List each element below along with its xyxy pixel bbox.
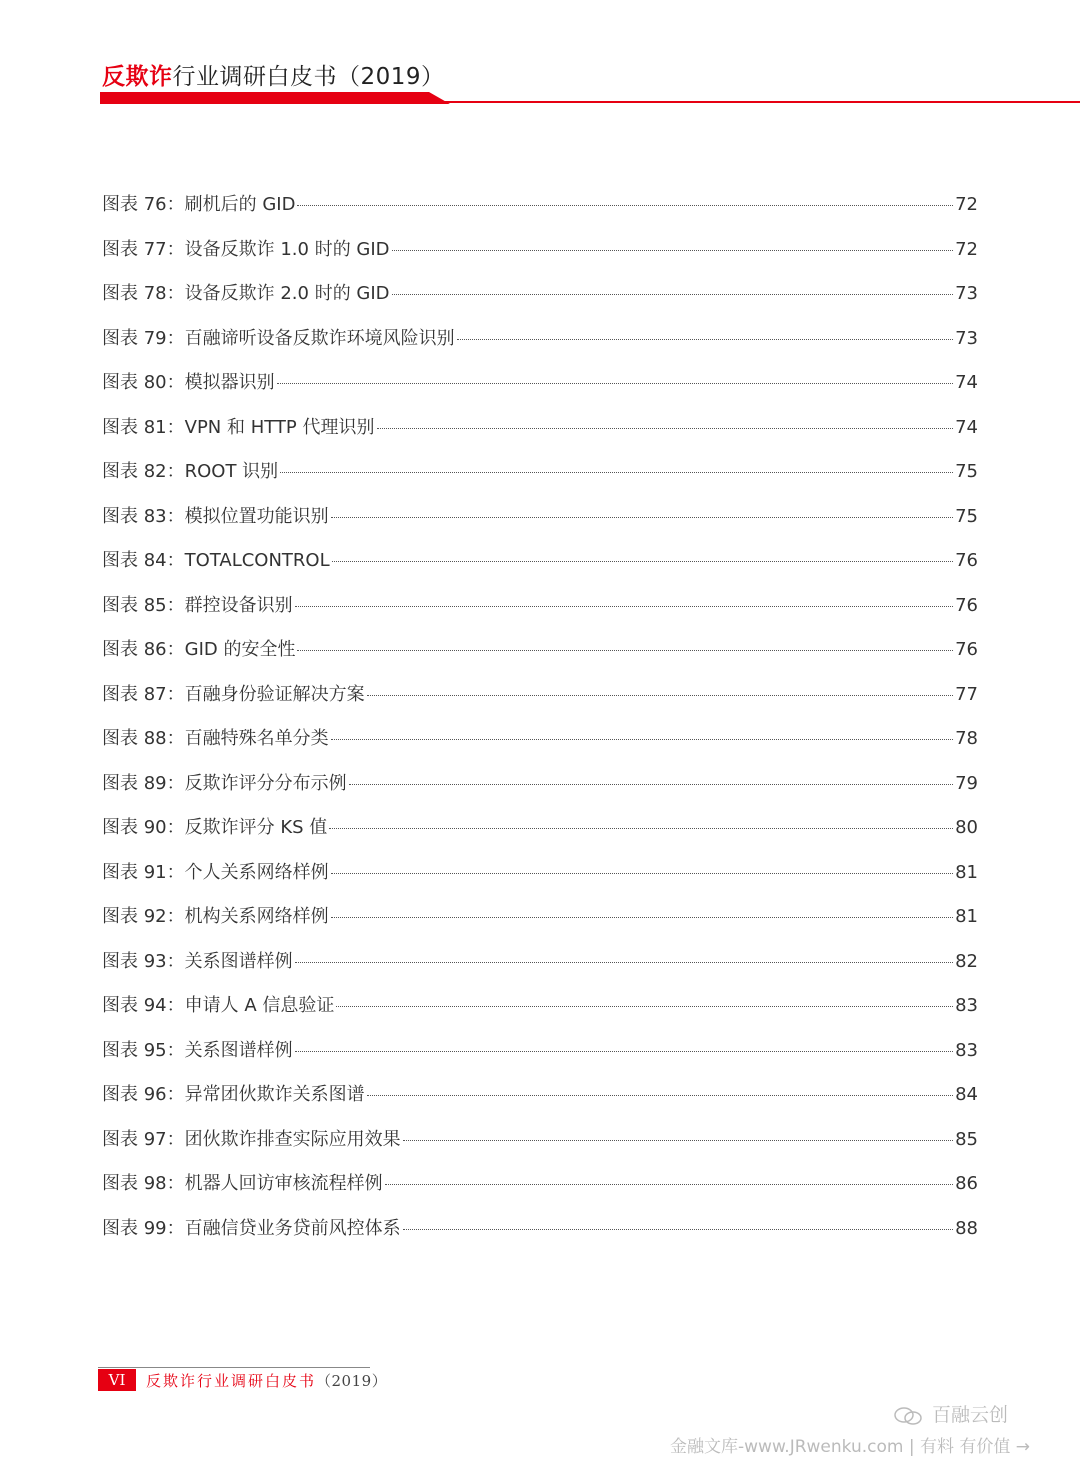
toc-entry[interactable]: [102, 991, 978, 1036]
wechat-watermark: [894, 1400, 1008, 1427]
header-rule: [100, 101, 1080, 103]
toc-entry-page: 80: [955, 817, 978, 838]
toc-entry-page: 74: [955, 372, 978, 393]
toc-entry[interactable]: [102, 457, 978, 502]
toc-entry[interactable]: [102, 413, 978, 458]
toc-entry-page: 85: [955, 1128, 978, 1150]
wechat-icon: [894, 1406, 922, 1426]
document-header: [102, 58, 445, 91]
toc-dot-leader: [297, 650, 953, 651]
toc-entry[interactable]: [102, 279, 978, 324]
toc-entry-page: 76: [955, 594, 978, 616]
toc-entry[interactable]: [102, 1080, 978, 1125]
toc-entry-label: 图表 83：模拟位置功能识别: [102, 505, 329, 527]
toc-dot-leader: [385, 1184, 953, 1185]
toc-dot-leader: [332, 561, 953, 562]
toc-entry-page: 86: [955, 1173, 978, 1194]
toc-entry-label: 图表 84：TOTALCONTROL: [102, 550, 330, 571]
toc-entry-label: 图表 99：百融信贷业务贷前风控体系: [102, 1217, 401, 1239]
toc-entry-page: 74: [955, 416, 978, 438]
header-title: 行业调研白皮书（2019）: [172, 64, 445, 90]
toc-dot-leader: [280, 472, 953, 473]
toc-dot-leader: [457, 339, 953, 340]
toc-entry-page: 75: [955, 461, 978, 482]
toc-entry-label: 图表 82：ROOT 识别: [102, 461, 279, 482]
toc-entry-label: 图表 89：反欺诈评分分布示例: [102, 772, 347, 794]
footer-page-number: VI: [98, 1369, 136, 1391]
toc-entry[interactable]: [102, 902, 978, 947]
toc-entry-page: 76: [955, 639, 978, 660]
toc-dot-leader: [349, 784, 953, 785]
toc-entry-label: 图表 96：异常团伙欺诈关系图谱: [102, 1084, 365, 1105]
toc-entry-page: 72: [955, 238, 978, 260]
toc-dot-leader: [297, 205, 953, 206]
toc-entry-page: 77: [955, 683, 978, 705]
toc-entry[interactable]: [102, 813, 978, 858]
toc-entry-page: 83: [955, 995, 978, 1016]
toc-entry-page: 83: [955, 1039, 978, 1061]
toc-dot-leader: [331, 917, 953, 918]
toc-entry-label: 图表 94：申请人 A 信息验证: [102, 995, 335, 1016]
toc-entry-page: 73: [955, 283, 978, 304]
toc-entry-page: 78: [955, 728, 978, 749]
toc-dot-leader: [295, 962, 953, 963]
toc-dot-leader: [277, 383, 953, 384]
toc-entry-label: 图表 92：机构关系网络样例: [102, 906, 329, 927]
toc-entry-page: 81: [955, 906, 978, 927]
toc-entry-page: 82: [955, 950, 978, 972]
toc-dot-leader: [367, 695, 953, 696]
toc-entry-label: 图表 90：反欺诈评分 KS 值: [102, 817, 328, 838]
toc-entry-label: 图表 95：关系图谱样例: [102, 1039, 293, 1061]
toc-entry-page: 79: [955, 772, 978, 794]
toc-entry-label: 图表 81：VPN 和 HTTP 代理识别: [102, 416, 375, 438]
footer-title: [146, 1370, 387, 1391]
toc-entry-page: 76: [955, 550, 978, 571]
toc-entry-label: 图表 93：关系图谱样例: [102, 950, 293, 972]
toc-entry-page: 84: [955, 1084, 978, 1105]
toc-entry[interactable]: [102, 1169, 978, 1214]
toc-entry[interactable]: [102, 769, 978, 814]
toc-entry-label: 图表 87：百融身份验证解决方案: [102, 683, 365, 705]
toc-entry-label: 图表 91：个人关系网络样例: [102, 861, 329, 883]
toc-entry[interactable]: [102, 368, 978, 413]
toc-entry[interactable]: [102, 546, 978, 591]
toc-entry-page: 81: [955, 861, 978, 883]
toc-dot-leader: [392, 294, 954, 295]
toc-dot-leader: [367, 1095, 953, 1096]
toc-dot-leader: [403, 1140, 953, 1141]
footer-rule: [98, 1367, 370, 1368]
toc-entry-label: 图表 97：团伙欺诈排查实际应用效果: [102, 1128, 401, 1150]
toc-dot-leader: [329, 828, 953, 829]
footer-title-text: 反欺诈行业调研白皮书: [146, 1372, 317, 1390]
footer-year: （2019）: [316, 1372, 388, 1390]
toc-entry-label: 图表 76：刷机后的 GID: [102, 194, 296, 215]
toc-entry-page: 72: [955, 194, 978, 215]
toc-entry[interactable]: [102, 502, 978, 547]
wechat-account-name: 百融云创: [932, 1404, 1009, 1426]
toc-entry[interactable]: [102, 635, 978, 680]
toc-entry-label: 图表 78：设备反欺诈 2.0 时的 GID: [102, 283, 390, 304]
site-watermark: 金融文库-www.JRwenku.com | 有料 有价值 →: [670, 1437, 1031, 1457]
toc-dot-leader: [331, 873, 953, 874]
figure-list: [102, 190, 978, 1258]
toc-entry[interactable]: [102, 591, 978, 636]
toc-dot-leader: [392, 250, 954, 251]
toc-entry[interactable]: [102, 190, 978, 235]
toc-dot-leader: [295, 1051, 953, 1052]
toc-entry-page: 88: [955, 1217, 978, 1239]
toc-dot-leader: [336, 1006, 953, 1007]
toc-entry-label: 图表 77：设备反欺诈 1.0 时的 GID: [102, 238, 390, 260]
toc-entry-label: 图表 80：模拟器识别: [102, 372, 275, 393]
toc-entry[interactable]: [102, 947, 978, 992]
toc-entry-label: 图表 98：机器人回访审核流程样例: [102, 1173, 383, 1194]
toc-entry-label: 图表 86：GID 的安全性: [102, 639, 296, 660]
toc-entry[interactable]: [102, 324, 978, 369]
toc-entry[interactable]: [102, 1125, 978, 1170]
toc-entry[interactable]: [102, 1036, 978, 1081]
toc-entry[interactable]: [102, 1214, 978, 1259]
toc-dot-leader: [331, 517, 953, 518]
toc-entry[interactable]: [102, 858, 978, 903]
toc-entry-label: 图表 88：百融特殊名单分类: [102, 728, 329, 749]
header-brand: 反欺诈: [102, 64, 173, 90]
toc-entry-page: 73: [955, 327, 978, 349]
toc-dot-leader: [403, 1229, 953, 1230]
toc-dot-leader: [295, 606, 953, 607]
toc-entry-page: 75: [955, 505, 978, 527]
toc-entry[interactable]: [102, 680, 978, 725]
toc-entry-label: 图表 85：群控设备识别: [102, 594, 293, 616]
toc-dot-leader: [331, 739, 953, 740]
toc-entry-label: 图表 79：百融谛听设备反欺诈环境风险识别: [102, 327, 455, 349]
toc-entry[interactable]: [102, 724, 978, 769]
toc-dot-leader: [377, 428, 954, 429]
toc-entry[interactable]: [102, 235, 978, 280]
